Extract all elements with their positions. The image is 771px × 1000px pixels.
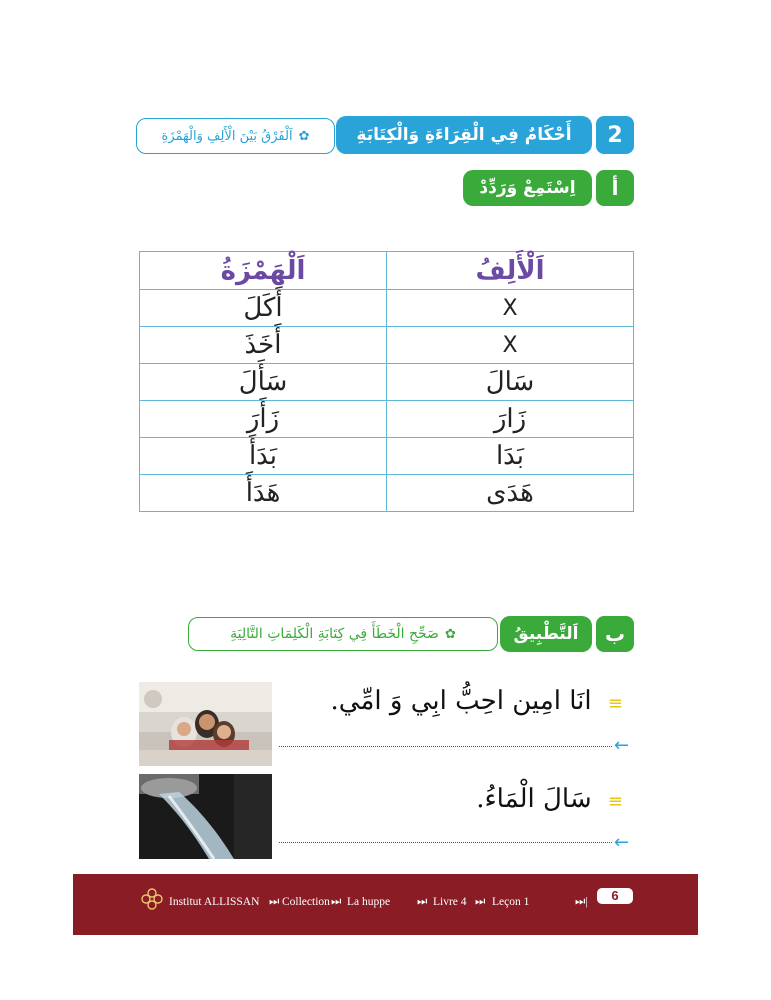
part-b-badge	[596, 616, 634, 652]
table-row	[140, 475, 634, 512]
answer-line-2[interactable]	[279, 842, 612, 843]
section-subtitle-box	[136, 118, 335, 154]
table-row	[140, 290, 634, 327]
allissan-logo-icon	[139, 886, 165, 912]
footer-series: La huppe	[347, 896, 391, 908]
table-row	[140, 401, 634, 438]
part-b-letter: ب	[604, 622, 626, 646]
footer-collection: Collection	[282, 896, 330, 908]
header-hamza: اَلْهَمْزَةُ	[140, 252, 387, 290]
exercise-sentence-1	[331, 686, 623, 716]
footer-separator: ⏭	[269, 896, 280, 908]
table-row	[140, 364, 634, 401]
header-alif: اَلْأَلِفُ	[387, 252, 634, 290]
footer-institute: Institut ALLISSAN	[169, 896, 260, 908]
section-number: 2	[607, 122, 623, 148]
family-photo	[139, 682, 272, 766]
footer-lesson: Leçon 1	[492, 896, 530, 908]
bullet-icon: ≡	[607, 791, 623, 812]
alif-cell: زَارَ	[387, 401, 634, 438]
part-a-letter: أ	[611, 176, 619, 200]
flower-icon: ✿	[444, 626, 456, 642]
alif-cell: بَدَا	[387, 438, 634, 475]
hamza-cell: سَأَلَ	[140, 364, 387, 401]
hamza-cell: أَكَلَ	[140, 290, 387, 327]
part-b-subtitle: صَحِّحِ الْخَطَأَ فِي كِتَابَةِ الْكَلِمَاتِ التَّالِيَةِ	[230, 626, 439, 642]
hamza-cell: أَخَذَ	[140, 327, 387, 364]
sentence-text: سَالَ الْمَاءُ.	[476, 784, 592, 814]
part-a-title: اِسْتَمِعْ وَرَدِّدْ	[479, 178, 576, 198]
table-header-row	[140, 252, 634, 290]
part-b-subtitle-box	[188, 617, 498, 651]
part-a-badge	[596, 170, 634, 206]
footer-separator: ⏭|	[575, 896, 588, 908]
sentence-text: انَا امِين احِبُّ ابِي وَ امِّي.	[330, 686, 592, 716]
arrow-left-icon: ←	[614, 735, 630, 756]
arrow-left-icon: ←	[614, 832, 630, 853]
alif-cell: X	[387, 290, 634, 327]
alif-hamza-table	[139, 251, 634, 512]
part-a-title-banner	[463, 170, 592, 206]
alif-cell: سَالَ	[387, 364, 634, 401]
section-subtitle: اَلْفَرْقُ بَيْنَ الْأَلِفِ وَالْهَمْزَةِ	[161, 128, 293, 144]
flower-icon: ✿	[298, 128, 310, 144]
alif-cell: هَدَى	[387, 475, 634, 512]
bullet-icon: ≡	[607, 693, 623, 714]
footer-separator: ⏭	[417, 896, 428, 908]
footer-separator: ⏭	[331, 896, 342, 908]
hamza-cell: بَدَأَ	[140, 438, 387, 475]
part-b-title-banner	[500, 616, 592, 652]
section-number-badge	[596, 116, 634, 154]
section-title: أَحْكَامٌ فِي الْقِرَاءَةِ وَالْكِتَابَةِ	[356, 125, 572, 145]
water-photo	[139, 774, 272, 859]
answer-line-1[interactable]	[279, 746, 612, 747]
page-footer	[73, 874, 698, 935]
exercise-sentence-2	[476, 784, 623, 814]
part-b-title: اَلتَّطْبِيقُ	[513, 624, 579, 644]
footer-separator: ⏭	[475, 896, 486, 908]
page-number: 6	[597, 888, 633, 904]
hamza-cell: زَأَرَ	[140, 401, 387, 438]
table-row	[140, 327, 634, 364]
hamza-cell: هَدَأَ	[140, 475, 387, 512]
section-title-banner	[336, 116, 592, 154]
table-row	[140, 438, 634, 475]
footer-book: Livre 4	[433, 896, 467, 908]
alif-cell: X	[387, 327, 634, 364]
